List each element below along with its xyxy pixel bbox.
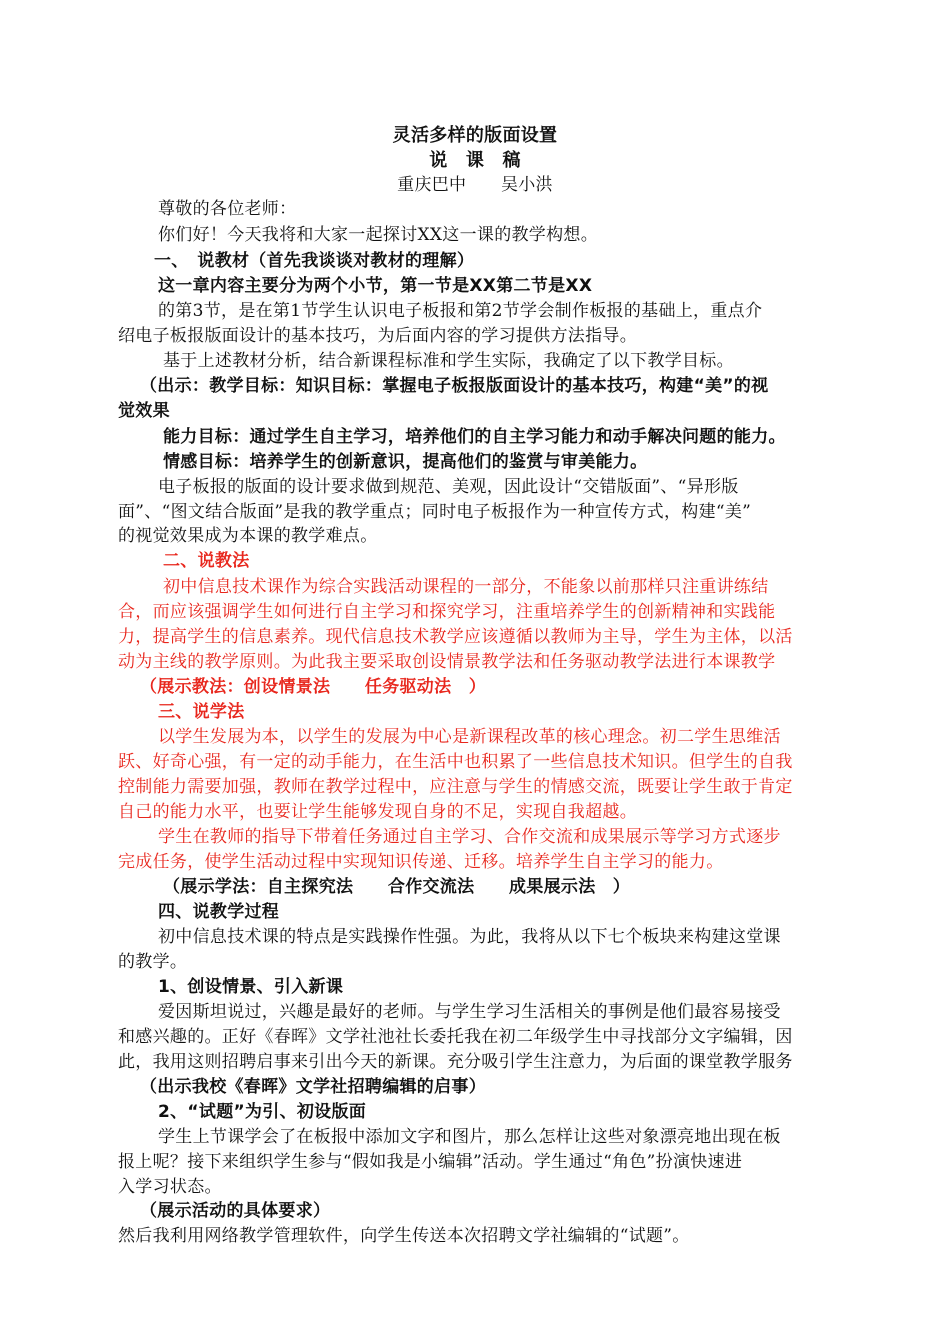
doc-title: 灵活多样的版面设置 — [392, 125, 558, 146]
section-heading: 三、说学法 — [158, 702, 245, 722]
paragraph-line: 入学习状态。 — [118, 1177, 222, 1197]
paragraph-line: 这一章内容主要分为两个小节，第一节是XX第二节是XX — [158, 276, 593, 296]
paragraph-line: （出示我校《春晖》文学社招聘编辑的启事） — [140, 1077, 486, 1097]
section-heading: 一、 说教材（首先我谈谈对教材的理解） — [154, 251, 475, 271]
paragraph-line: 学生在教师的指导下带着任务通过自主学习、合作交流和成果展示等学习方式逐步 — [158, 827, 781, 847]
paragraph-line: 电子板报的版面的设计要求做到规范、美观，因此设计“交错版面”、“异形版 — [158, 477, 739, 497]
paragraph-line: 学生上节课学会了在板报中添加文字和图片，那么怎样让这些对象漂亮地出现在板 — [158, 1127, 781, 1147]
paragraph-line: 情感目标：培养学生的创新意识，提高他们的鉴赏与审美能力。 — [163, 452, 648, 472]
paragraph-line: （出示：教学目标：知识目标：掌握电子板报版面设计的基本技巧，构建“美”的视 — [140, 376, 769, 396]
paragraph-line: 和感兴趣的。正好《春晖》文学社池社长委托我在初二年级学生中寻找部分文字编辑，因 — [118, 1027, 793, 1047]
paragraph-line: 觉效果 — [118, 401, 170, 421]
paragraph-line: 报上呢？接下来组织学生参与“假如我是小编辑”活动。学生通过“角色”扮演快速进 — [118, 1152, 743, 1172]
paragraph-line: 的视觉效果成为本课的教学难点。 — [118, 526, 378, 546]
paragraph-line: 的教学。 — [118, 952, 188, 972]
paragraph-line: （展示教法：创设情景法 任务驱动法 ） — [140, 677, 486, 697]
paragraph-line: 你们好！今天我将和大家一起探讨XX这一课的教学构想。 — [158, 225, 599, 245]
paragraph-line: 合，而应该强调学生如何进行自主学习和探究学习，注重培养学生的创新精神和实践能 — [118, 602, 776, 622]
paragraph-line: 的第3节，是在第1节学生认识电子板报和第2节学会制作板报的基础上，重点介 — [158, 301, 763, 321]
paragraph-line: 动为主线的教学原则。为此我主要采取创设情景教学法和任务驱动教学法进行本课教学 — [118, 652, 776, 672]
greeting: 尊敬的各位老师： — [158, 199, 297, 219]
paragraph-line: 然后我利用网络教学管理软件，向学生传送本次招聘文学社编辑的“试题”。 — [118, 1226, 690, 1246]
paragraph-line: 爱因斯坦说过，兴趣是最好的老师。与学生学习生活相关的事例是他们最容易接受 — [158, 1002, 781, 1022]
paragraph-line: 力，提高学生的信息素养。现代信息技术教学应该遵循以教师为主导，学生为主体，以活 — [118, 627, 793, 647]
paragraph-line: 此，我用这则招聘启事来引出今天的新课。充分吸引学生注意力，为后面的课堂教学服务 — [118, 1052, 793, 1072]
subsection-heading: 1、创设情景、引入新课 — [158, 977, 344, 997]
paragraph-line: 完成任务，使学生活动过程中实现知识传递、迁移。培养学生自主学习的能力。 — [118, 852, 724, 872]
paragraph-line: 自己的能力水平，也要让学生能够发现自身的不足，实现自我超越。 — [118, 802, 637, 822]
paragraph-line: 初中信息技术课作为综合实践活动课程的一部分，不能象以前那样只注重讲练结 — [163, 577, 769, 597]
section-heading: 四、说教学过程 — [158, 902, 280, 922]
paragraph-line: 绍电子板报版面设计的基本技巧，为后面内容的学习提供方法指导。 — [118, 326, 637, 346]
paragraph-line: 初中信息技术课的特点是实践操作性强。为此，我将从以下七个板块来构建这堂课 — [158, 927, 781, 947]
paragraph-line: 能力目标：通过学生自主学习，培养他们的自主学习能力和动手解决问题的能力。 — [163, 427, 786, 447]
paragraph-line: 基于上述教材分析，结合新课程标准和学生实际，我确定了以下教学目标。 — [163, 351, 734, 371]
paragraph-line: （展示活动的具体要求） — [140, 1201, 331, 1221]
author-line: 重庆巴中 吴小洪 — [397, 175, 553, 195]
paragraph-line: 面”、“图文结合版面”是我的教学重点；同时电子板报作为一种宣传方式，构建“美” — [118, 502, 752, 522]
paragraph-line: 跃、好奇心强，有一定的动手能力，在生活中也积累了一些信息技术知识。但学生的自我 — [118, 752, 793, 772]
doc-subtitle: 说 课 稿 — [429, 150, 521, 171]
paragraph-line: （展示学法：自主探究法 合作交流法 成果展示法 ） — [163, 877, 631, 897]
subsection-heading: 2、“试题”为引、初设版面 — [158, 1102, 367, 1122]
paragraph-line: 以学生发展为本，以学生的发展为中心是新课程改革的核心理念。初二学生思维活 — [158, 727, 781, 747]
section-heading: 二、说教法 — [163, 551, 250, 571]
paragraph-line: 控制能力需要加强，教师在教学过程中，应注意与学生的情感交流，既要让学生敢于肯定 — [118, 777, 793, 797]
